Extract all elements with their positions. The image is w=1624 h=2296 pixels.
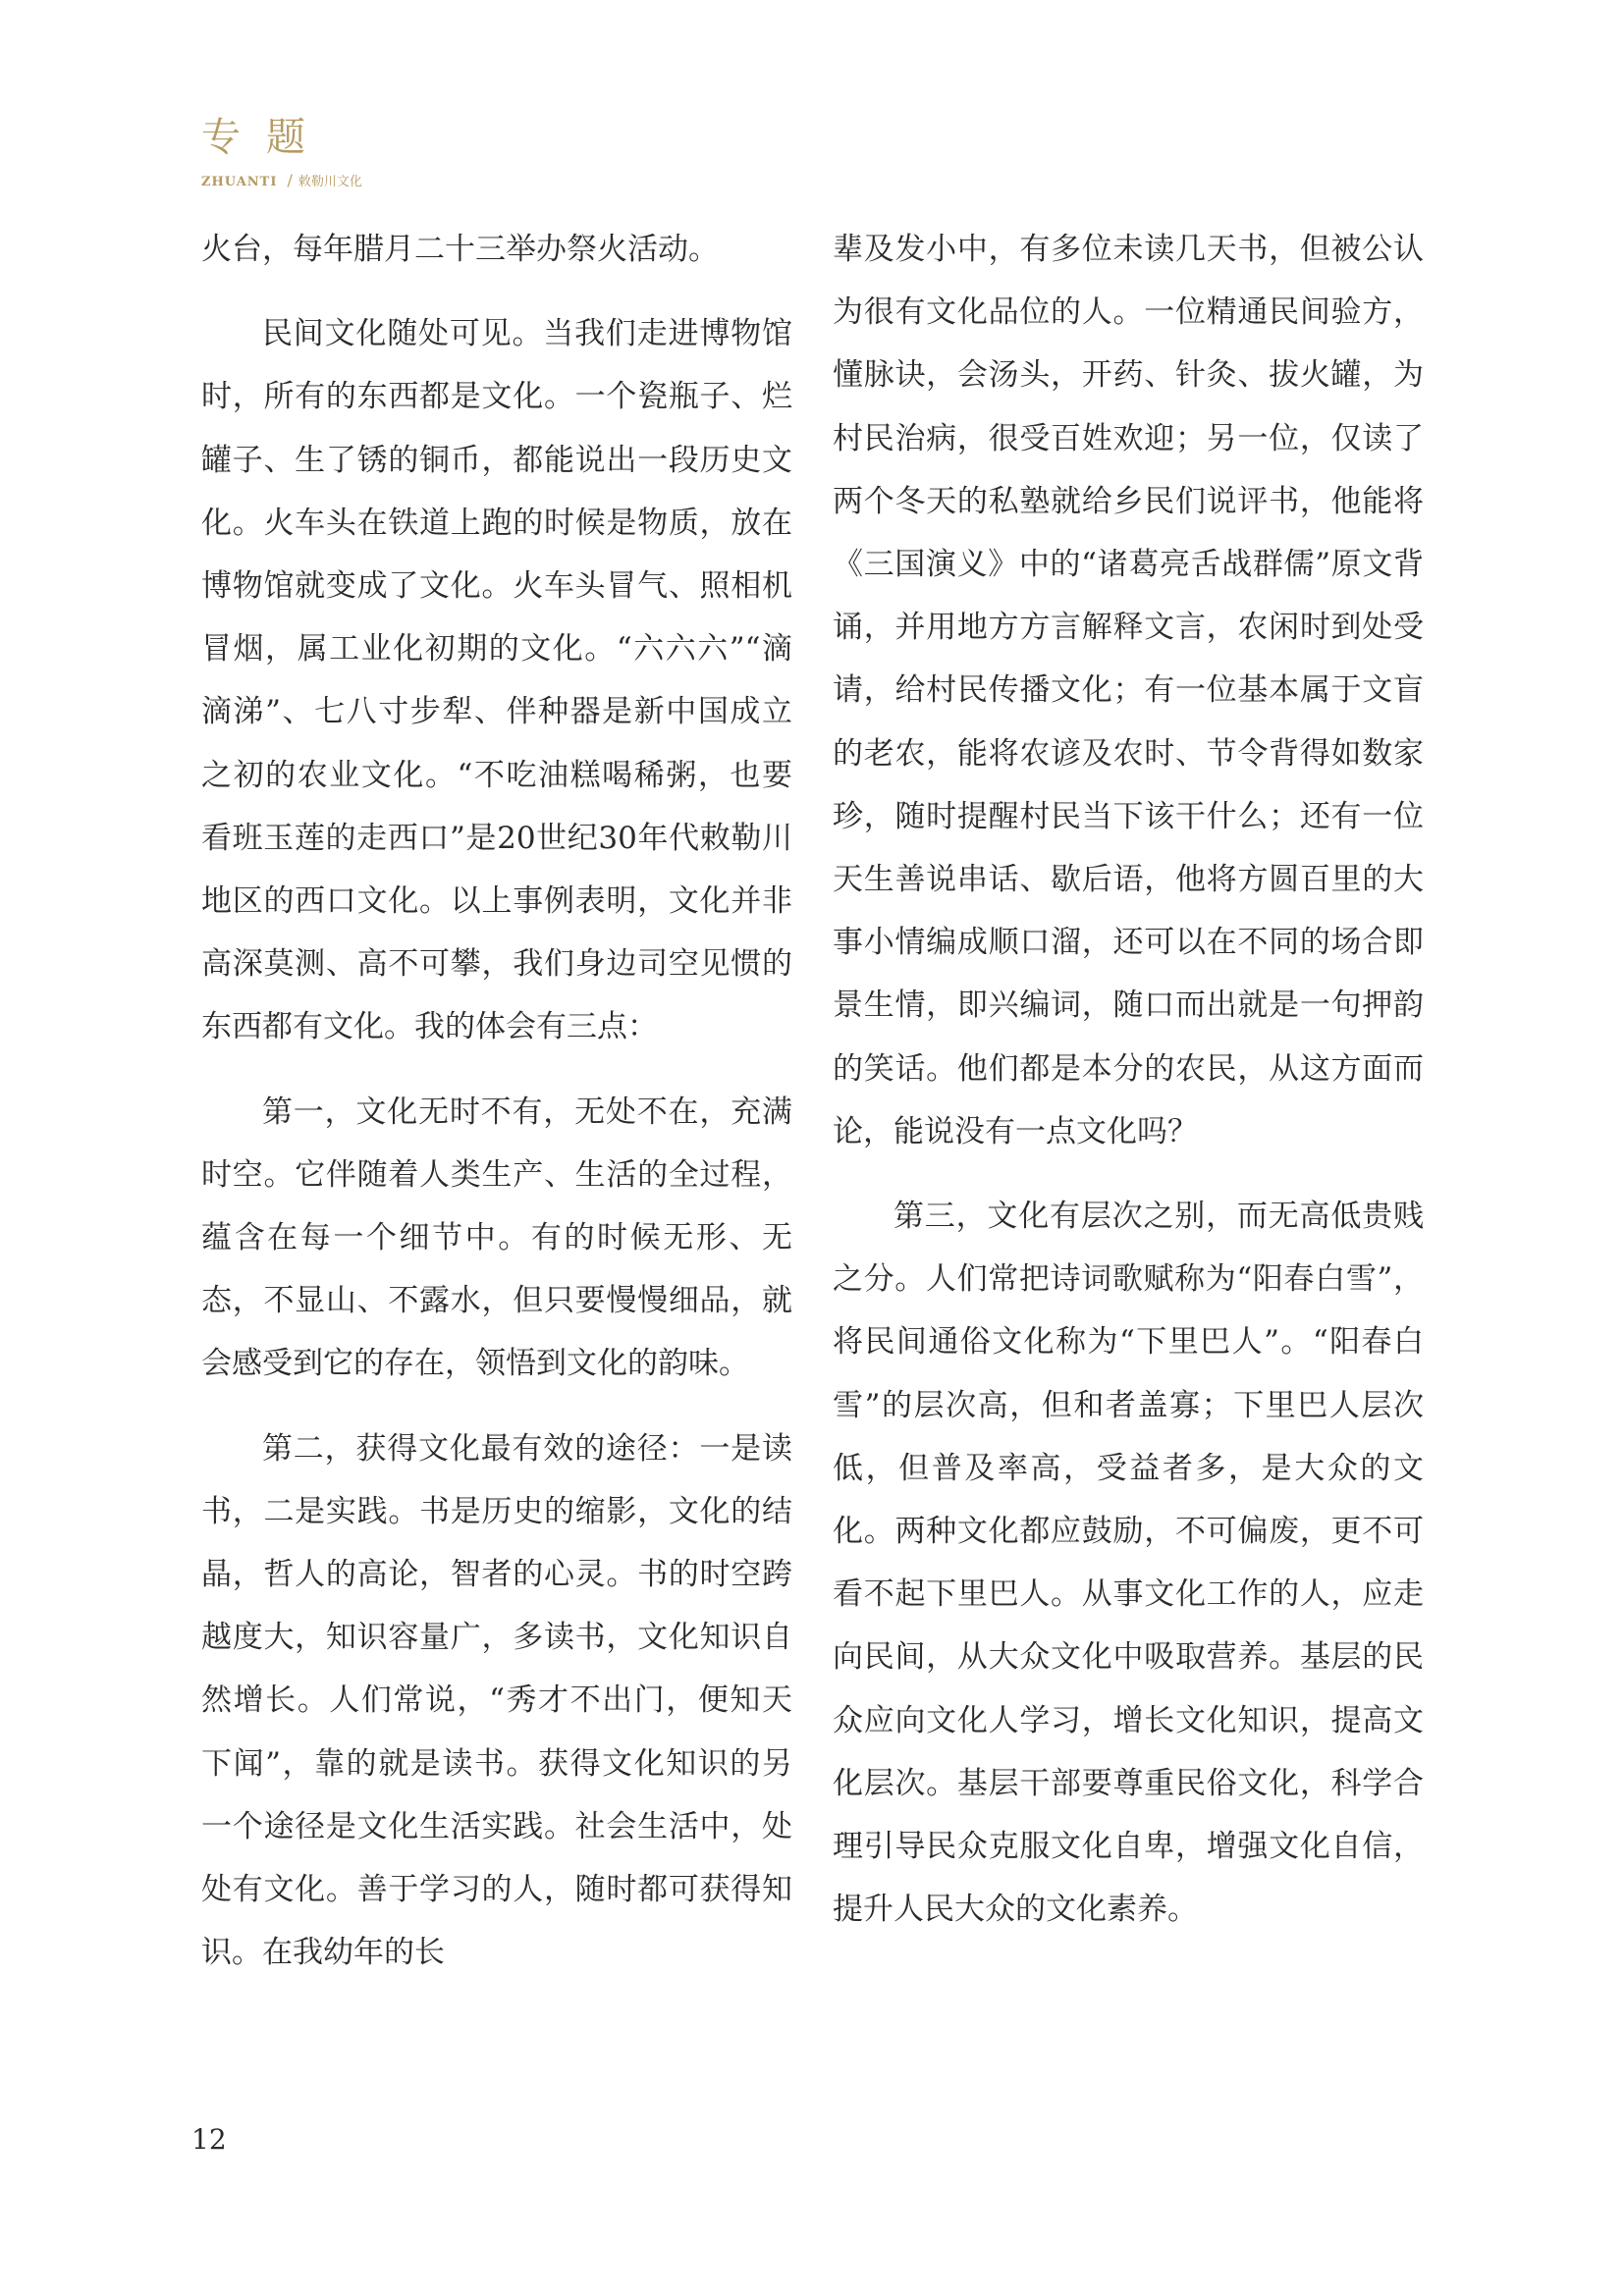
paragraph: 辈及发小中，有多位未读几天书，但被公认为很有文化品位的人。一位精通民间验方，懂脉诀，会汤头，开药、针灸、拔火罐，为村民治病，很受百姓欢迎；另一位，仅读了两个冬天的私塾就给乡民们说评书，他能将《三国演义》中的“诸葛亮舌战群儒”原文背诵，并用地方方言解释文言，农闲时到处受请，给村民传播文化；有一位基本属于文盲的老农，能将农谚及农时、节令背得如数家珍，随时提醒村民当下该干什么；还有一位天生善说串话、歇后语，他将方圆百里的大事小情编成顺口溜，还可以在不同的场合即景生情，即兴编词，随口而出就是一句押韵的笑话。他们都是本分的农民，从这方面而论，能说没有一点文化吗？ [833,232,1424,1149]
section-subtitle [201,171,362,192]
section-header [201,110,594,198]
right-column [833,218,1424,1941]
paragraph: 第一，文化无时不有，无处不在，充满时空。它伴随着人类生产、生活的全过程，蕴含在每一个细节中。有的时候无形、无态，不显山、不露水，但只要慢慢细品，就会感受到它的存在，领悟到文化的韵味。 [201,1094,792,1382]
paragraph: 火台，每年腊月二十三举办祭火活动。 [201,232,719,267]
page-number: 12 [191,2123,227,2156]
section-subtitle-separator: / [287,171,293,189]
paragraph: 第二，获得文化最有效的途径：一是读书，二是实践。书是历史的缩影，文化的结晶，哲人的高论，智者的心灵。书的时空跨越度大，知识容量广，多读书，文化知识自然增长。人们常说，“秀才不出门，便知天下闻”，靠的就是读书。获得文化知识的另一个途径是文化生活实践。社会生活中，处处有文化。善于学习的人，随时都可获得知识。在我幼年的长 [201,1430,792,1971]
section-subtitle-cn: 敕勒川文化 [298,175,362,189]
left-column [201,218,792,1984]
paragraph: 第三，文化有层次之别，而无高低贵贱之分。人们常把诗词歌赋称为“阳春白雪”，将民间通俗文化称为“下里巴人”。“阳春白雪”的层次高，但和者盖寡；下里巴人层次低，但普及率高，受益者多，是大众的文化。两种文化都应鼓励，不可偏废，更不可看不起下里巴人。从事文化工作的人，应走向民间，从大众文化中吸取营养。基层的民众应向文化人学习，增长文化知识，提高文化层次。基层干部要尊重民俗文化，科学合理引导民众克服文化自卑，增强文化自信，提升人民大众的文化素养。 [833,1199,1424,1928]
section-subtitle-en: ZHUANTI [201,175,278,189]
section-title: 专题 [201,115,331,160]
paragraph: 民间文化随处可见。当我们走进博物馆时，所有的东西都是文化。一个瓷瓶子、烂罐子、生了锈的铜币，都能说出一段历史文化。火车头在铁道上跑的时候是物质，放在博物馆就变成了文化。火车头冒气、照相机冒烟，属工业化初期的文化。“六六六”“滴滴涕”、七八寸步犁、伴种器是新中国成立之初的农业文化。“不吃油糕喝稀粥，也要看班玉莲的走西口”是20世纪30年代敕勒川地区的西口文化。以上事例表明，文化并非高深莫测、高不可攀，我们身边司空见惯的东西都有文化。我的体会有三点： [201,316,792,1045]
